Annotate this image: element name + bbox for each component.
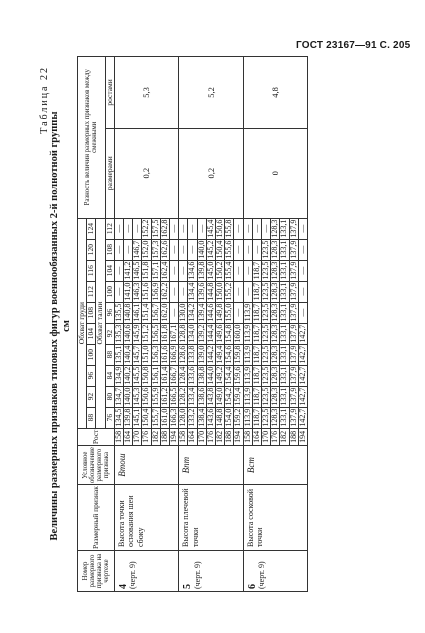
cell-value: 128,3 xyxy=(270,324,280,343)
cell-value: 145,0 xyxy=(205,261,215,280)
height-value: 194 xyxy=(298,428,307,446)
height-value: 164 xyxy=(252,428,261,446)
cell-value: 154,2 xyxy=(224,387,234,406)
height-value: 158 xyxy=(243,428,252,446)
section-num: 5 xyxy=(182,584,194,589)
cell-value: 162,0 xyxy=(159,303,169,322)
cell-value: 154,0 xyxy=(224,408,234,427)
cell-value: 145,2 xyxy=(205,240,215,259)
cell-value: 134,6 xyxy=(187,261,197,280)
cell-value: 133,1 xyxy=(279,345,289,364)
header-number: Номер размерного признака на чертеже xyxy=(78,551,115,592)
diff-size-value: 0,2 xyxy=(179,128,243,218)
table-row xyxy=(243,57,252,592)
cell-value: 123,5 xyxy=(261,345,271,364)
cell-value: 167,1 xyxy=(169,324,179,343)
header-height: Рост xyxy=(78,428,115,446)
cell-value: 144,2 xyxy=(205,345,215,364)
cell-value: 157,5 xyxy=(150,219,160,238)
cell-value: 162,2 xyxy=(159,282,169,301)
cell-value: 137,9 xyxy=(288,282,298,301)
height-value: 188 xyxy=(160,428,169,446)
cell-value: 140,8 xyxy=(123,303,133,322)
cell-value: — xyxy=(188,218,197,239)
cell-value: 113,9 xyxy=(242,324,252,343)
cell-value: — xyxy=(197,218,206,239)
cell-value: 123,5 xyxy=(261,282,271,301)
header-diff: Разность величин размерных признаков между смежными xyxy=(78,57,106,219)
cell-value: 166,3 xyxy=(169,408,179,427)
cell-value: 134,4 xyxy=(187,282,197,301)
cell-value: 161,8 xyxy=(159,324,169,343)
cell-value: — xyxy=(133,218,142,239)
cell-value: 128,3 xyxy=(270,219,280,238)
header-diff-size: размерами xyxy=(105,128,114,218)
cell-value: 149,4 xyxy=(215,345,225,364)
cell-value: 113,9 xyxy=(242,408,252,427)
cell-value: — xyxy=(243,218,252,239)
cell-value: 144,6 xyxy=(205,303,215,322)
cell-value: 156,7 xyxy=(150,303,160,322)
cell-value: 123,5 xyxy=(261,240,271,259)
cell-value: 133,6 xyxy=(187,366,197,385)
table-unit: см xyxy=(61,320,72,332)
cell-value: 150,4 xyxy=(215,240,225,259)
cell-value: 123,5 xyxy=(261,408,271,427)
cell-value: 128,3 xyxy=(270,387,280,406)
waist-value: 96 xyxy=(105,302,114,323)
cell-value: 166,9 xyxy=(169,345,179,364)
chest-value: 124 xyxy=(87,218,96,239)
cell-value: 157,3 xyxy=(150,240,160,259)
chest-value: 104 xyxy=(87,323,96,344)
cell-value: 159,6 xyxy=(233,366,243,385)
cell-value: 133,1 xyxy=(279,261,289,280)
cell-value: 156,3 xyxy=(150,345,160,364)
feature-symbol: Bст xyxy=(243,446,307,485)
cell-value: — xyxy=(170,218,179,239)
chest-value: 92 xyxy=(87,386,96,407)
section-ref: (черт. 9) xyxy=(257,561,267,589)
cell-value: 146,7 xyxy=(132,240,142,259)
cell-value: 159,4 xyxy=(233,387,243,406)
cell-value: 113,9 xyxy=(242,345,252,364)
feature-name: Высота точки основания шеи сбоку xyxy=(114,485,178,551)
cell-value: 140,0 xyxy=(123,387,133,406)
cell-value: 137,9 xyxy=(288,387,298,406)
cell-value: 162,8 xyxy=(159,219,169,238)
cell-value: 144,8 xyxy=(205,282,215,301)
cell-value: 118,7 xyxy=(251,261,261,280)
cell-value: — xyxy=(114,218,123,239)
cell-value: 123,5 xyxy=(261,303,271,322)
height-value: 188 xyxy=(289,428,298,446)
cell-value: 133,1 xyxy=(279,324,289,343)
cell-value: 143,8 xyxy=(205,387,215,406)
cell-value: 128,3 xyxy=(270,366,280,385)
cell-value: 145,5 xyxy=(132,366,142,385)
cell-value: 139,8 xyxy=(123,408,133,427)
cell-value: 139,0 xyxy=(196,345,206,364)
cell-value: 154,6 xyxy=(224,345,234,364)
cell-value: — xyxy=(170,239,179,260)
cell-value: — xyxy=(298,281,307,302)
cell-value: 151,6 xyxy=(141,282,151,301)
feature-name: Высота сосковой точки xyxy=(243,485,307,551)
cell-value: 118,7 xyxy=(251,345,261,364)
cell-value: 137,9 xyxy=(288,345,298,364)
cell-value: 133,1 xyxy=(279,282,289,301)
cell-value: — xyxy=(188,239,197,260)
height-value: 158 xyxy=(179,428,188,446)
cell-value: 150,4 xyxy=(141,408,151,427)
cell-value: — xyxy=(298,218,307,239)
section-number xyxy=(179,551,243,592)
feature-symbol: Bтош xyxy=(114,446,178,485)
section-number xyxy=(114,551,178,592)
cell-value: 118,7 xyxy=(251,387,261,406)
chest-value: 96 xyxy=(87,365,96,386)
cell-value: 151,8 xyxy=(141,261,151,280)
chest-value: 120 xyxy=(87,239,96,260)
cell-value: 155,9 xyxy=(150,387,160,406)
table-title-text: Величины размерных признаков типовых фигур военнообязанных 2-й полнотной группы xyxy=(49,111,60,541)
cell-value: 161,4 xyxy=(159,366,169,385)
cell-value: 134,2 xyxy=(187,303,197,322)
header-symbol: Условное обозначение размерного признака xyxy=(78,446,115,485)
cell-value: 128,6 xyxy=(178,345,188,364)
section-num: 6 xyxy=(246,584,258,589)
cell-value: 123,5 xyxy=(261,261,271,280)
chest-value: 88 xyxy=(87,407,96,428)
waist-value: 112 xyxy=(105,218,114,239)
waist-value: 108 xyxy=(105,239,114,260)
cell-value: 137,9 xyxy=(288,240,298,259)
cell-value: — xyxy=(243,281,252,302)
cell-value: 128,3 xyxy=(270,345,280,364)
cell-value: 151,2 xyxy=(141,324,151,343)
cell-value: 138,8 xyxy=(196,366,206,385)
cell-value: 146,5 xyxy=(132,261,142,280)
waist-value: 100 xyxy=(105,281,114,302)
feature-name: Высота плечевой точки xyxy=(179,485,243,551)
cell-value: — xyxy=(243,239,252,260)
cell-value: 166,7 xyxy=(169,366,179,385)
height-value: 170 xyxy=(197,428,206,446)
cell-value: 155,6 xyxy=(224,240,234,259)
waist-value: 80 xyxy=(105,386,114,407)
cell-value: — xyxy=(252,239,261,260)
height-value: 194 xyxy=(170,428,179,446)
cell-value: 141,2 xyxy=(123,261,133,280)
cell-value: 118,7 xyxy=(251,282,261,301)
cell-value: — xyxy=(298,239,307,260)
section-ref: (черт. 9) xyxy=(128,561,138,589)
cell-value: — xyxy=(179,239,188,260)
cell-value: 133,4 xyxy=(187,387,197,406)
cell-value: 144,4 xyxy=(205,324,215,343)
cell-value: 135,3 xyxy=(113,324,123,343)
cell-value: 145,4 xyxy=(205,219,215,238)
cell-value: 128,4 xyxy=(178,366,188,385)
cell-value: 156,1 xyxy=(150,366,160,385)
cell-value: 141,0 xyxy=(123,282,133,301)
height-value: 176 xyxy=(271,428,280,446)
cell-value: 128,8 xyxy=(178,324,188,343)
cell-value: 148,8 xyxy=(215,408,225,427)
cell-value: 159,2 xyxy=(233,408,243,427)
cell-value: 133,1 xyxy=(279,408,289,427)
cell-value: — xyxy=(170,281,179,302)
cell-value: — xyxy=(179,281,188,302)
cell-value: — xyxy=(234,218,243,239)
cell-value: 134,9 xyxy=(113,366,123,385)
cell-value: 155,4 xyxy=(224,261,234,280)
cell-value: 140,2 xyxy=(123,366,133,385)
cell-value: 154,8 xyxy=(224,324,234,343)
height-value: 170 xyxy=(262,428,271,446)
cell-value: 118,7 xyxy=(251,408,261,427)
table-label: Таблица 22 xyxy=(39,66,50,134)
cell-value: — xyxy=(234,302,243,323)
cell-value: 128,3 xyxy=(270,261,280,280)
cell-value: — xyxy=(298,260,307,281)
cell-value: — xyxy=(234,260,243,281)
cell-value: 128,3 xyxy=(270,240,280,259)
cell-value: 134,5 xyxy=(113,408,123,427)
height-value: 182 xyxy=(151,428,160,446)
cell-value: 123,5 xyxy=(261,366,271,385)
cell-value: 137,9 xyxy=(288,408,298,427)
cell-value: 143,6 xyxy=(205,408,215,427)
cell-value: 155,7 xyxy=(150,408,160,427)
cell-value: 161,6 xyxy=(159,345,169,364)
waist-value: 104 xyxy=(105,260,114,281)
diff-height-value: 4,8 xyxy=(243,57,307,129)
cell-value: 150,8 xyxy=(141,366,151,385)
table-title xyxy=(49,76,73,576)
cell-value: 137,9 xyxy=(288,324,298,343)
cell-value: 137,9 xyxy=(288,219,298,238)
cell-value: 138,4 xyxy=(196,408,206,427)
cell-value: 130,0 xyxy=(178,303,188,322)
header-diff-height: ростами xyxy=(105,57,114,129)
cell-value: 139,2 xyxy=(196,324,206,343)
cell-value: 160,0 xyxy=(233,324,243,343)
cell-value: 128,3 xyxy=(270,408,280,427)
cell-value: 155,2 xyxy=(224,282,234,301)
cell-value: 123,5 xyxy=(261,387,271,406)
cell-value: 159,8 xyxy=(233,345,243,364)
waist-value: 76 xyxy=(105,407,114,428)
cell-value: 157,1 xyxy=(150,261,160,280)
cell-value: 152,0 xyxy=(141,240,151,259)
height-value: 182 xyxy=(280,428,289,446)
diff-height-value: 5,2 xyxy=(179,57,243,129)
cell-value: 161,2 xyxy=(159,387,169,406)
height-value: 194 xyxy=(234,428,243,446)
cell-value: 146,3 xyxy=(132,282,142,301)
height-value: 170 xyxy=(133,428,142,446)
cell-value: — xyxy=(124,239,133,260)
cell-value: 151,4 xyxy=(141,303,151,322)
height-value: 176 xyxy=(142,428,151,446)
cell-value: 128,3 xyxy=(270,303,280,322)
height-value: 182 xyxy=(216,428,225,446)
cell-value: — xyxy=(124,218,133,239)
waist-value: 92 xyxy=(105,323,114,344)
section-ref: (черт. 9) xyxy=(192,561,202,589)
cell-value: 139,4 xyxy=(196,303,206,322)
table-row xyxy=(179,57,188,592)
cell-value: 149,0 xyxy=(215,387,225,406)
rotated-table-page xyxy=(37,56,422,596)
cell-value: 134,0 xyxy=(187,324,197,343)
cell-value: 113,9 xyxy=(242,303,252,322)
cell-value: 156,9 xyxy=(150,282,160,301)
cell-value: 161,0 xyxy=(159,408,169,427)
table-row xyxy=(114,57,123,592)
cell-value: — xyxy=(252,218,261,239)
diff-size-value: 0 xyxy=(243,128,307,218)
cell-value: 151,0 xyxy=(141,345,151,364)
cell-value: 144,0 xyxy=(205,366,215,385)
cell-value: 156,5 xyxy=(150,324,160,343)
cell-value: 134,7 xyxy=(113,387,123,406)
cell-value: 166,5 xyxy=(169,387,179,406)
cell-value: 133,1 xyxy=(279,387,289,406)
height-value: 158 xyxy=(114,428,123,446)
chest-value: 100 xyxy=(87,344,96,365)
height-value: 176 xyxy=(206,428,215,446)
cell-value: 133,2 xyxy=(187,408,197,427)
header-chest: Обхват груди xyxy=(78,218,87,428)
diff-size-value: 0,2 xyxy=(114,128,178,218)
page-header: ГОСТ 23167—91 С. 205 xyxy=(296,40,411,51)
cell-value: 142,7 xyxy=(297,387,307,406)
cell-value: 150,2 xyxy=(215,261,225,280)
cell-value: 142,7 xyxy=(297,366,307,385)
cell-value: — xyxy=(234,281,243,302)
chest-value: 108 xyxy=(87,302,96,323)
chest-value: 116 xyxy=(87,260,96,281)
cell-value: — xyxy=(179,218,188,239)
cell-value: 137,9 xyxy=(288,303,298,322)
cell-value: — xyxy=(298,302,307,323)
header-waist: Обхват талии xyxy=(96,218,105,428)
cell-value: 145,1 xyxy=(132,408,142,427)
cell-value: 162,4 xyxy=(159,261,169,280)
cell-value: 118,7 xyxy=(251,366,261,385)
cell-value: 140,4 xyxy=(123,345,133,364)
cell-value: 137,9 xyxy=(288,261,298,280)
cell-value: 113,9 xyxy=(242,387,252,406)
cell-value: 133,8 xyxy=(187,345,197,364)
feature-symbol: Bпт xyxy=(179,446,243,485)
table-body xyxy=(114,57,307,592)
cell-value: 128,2 xyxy=(178,387,188,406)
cell-value: 149,8 xyxy=(215,303,225,322)
section-num: 4 xyxy=(117,584,129,589)
cell-value: 145,9 xyxy=(132,324,142,343)
height-value: 188 xyxy=(225,428,234,446)
header-feature: Размерный признак xyxy=(78,485,115,551)
cell-value: 133,1 xyxy=(279,303,289,322)
cell-value: 139,8 xyxy=(196,261,206,280)
diff-height-value: 5,3 xyxy=(114,57,178,129)
cell-value: 133,1 xyxy=(279,240,289,259)
cell-value: 152,2 xyxy=(141,219,151,238)
data-table xyxy=(77,56,308,592)
chest-value: 112 xyxy=(87,281,96,302)
cell-value: — xyxy=(114,260,123,281)
cell-value: — xyxy=(170,260,179,281)
cell-value: 142,7 xyxy=(297,345,307,364)
cell-value: 162,6 xyxy=(159,240,169,259)
waist-value: 84 xyxy=(105,365,114,386)
cell-value: 150,0 xyxy=(215,282,225,301)
cell-value: 150,6 xyxy=(141,387,151,406)
cell-value: 128,3 xyxy=(270,282,280,301)
cell-value: 150,6 xyxy=(215,219,225,238)
height-value: 164 xyxy=(188,428,197,446)
cell-value: 137,9 xyxy=(288,366,298,385)
waist-value: 88 xyxy=(105,344,114,365)
cell-value: 133,1 xyxy=(279,366,289,385)
cell-value: 154,4 xyxy=(224,366,234,385)
cell-value: 146,1 xyxy=(132,303,142,322)
cell-value: 155,8 xyxy=(224,219,234,238)
cell-value: 139,6 xyxy=(196,282,206,301)
cell-value: 135,1 xyxy=(113,345,123,364)
cell-value: 142,7 xyxy=(297,408,307,427)
cell-value: — xyxy=(179,260,188,281)
cell-value: 145,7 xyxy=(132,345,142,364)
cell-value: — xyxy=(170,302,179,323)
cell-value: 118,7 xyxy=(251,303,261,322)
height-value: 164 xyxy=(124,428,133,446)
cell-value: 149,6 xyxy=(215,324,225,343)
cell-value: 123,5 xyxy=(261,324,271,343)
cell-value: 138,6 xyxy=(196,387,206,406)
cell-value: 118,7 xyxy=(251,324,261,343)
cell-value: 149,2 xyxy=(215,366,225,385)
cell-value: — xyxy=(114,281,123,302)
cell-value: 142,7 xyxy=(297,324,307,343)
cell-value: 128,0 xyxy=(178,408,188,427)
cell-value: 135,5 xyxy=(113,303,123,322)
cell-value: — xyxy=(243,260,252,281)
cell-value: 155,0 xyxy=(224,303,234,322)
cell-value: 133,1 xyxy=(279,219,289,238)
cell-value: — xyxy=(114,239,123,260)
section-number xyxy=(243,551,307,592)
cell-value: — xyxy=(262,218,271,239)
cell-value: 113,9 xyxy=(242,366,252,385)
cell-value: 140,0 xyxy=(196,240,206,259)
cell-value: — xyxy=(234,239,243,260)
cell-value: 145,3 xyxy=(132,387,142,406)
cell-value: 140,6 xyxy=(123,324,133,343)
